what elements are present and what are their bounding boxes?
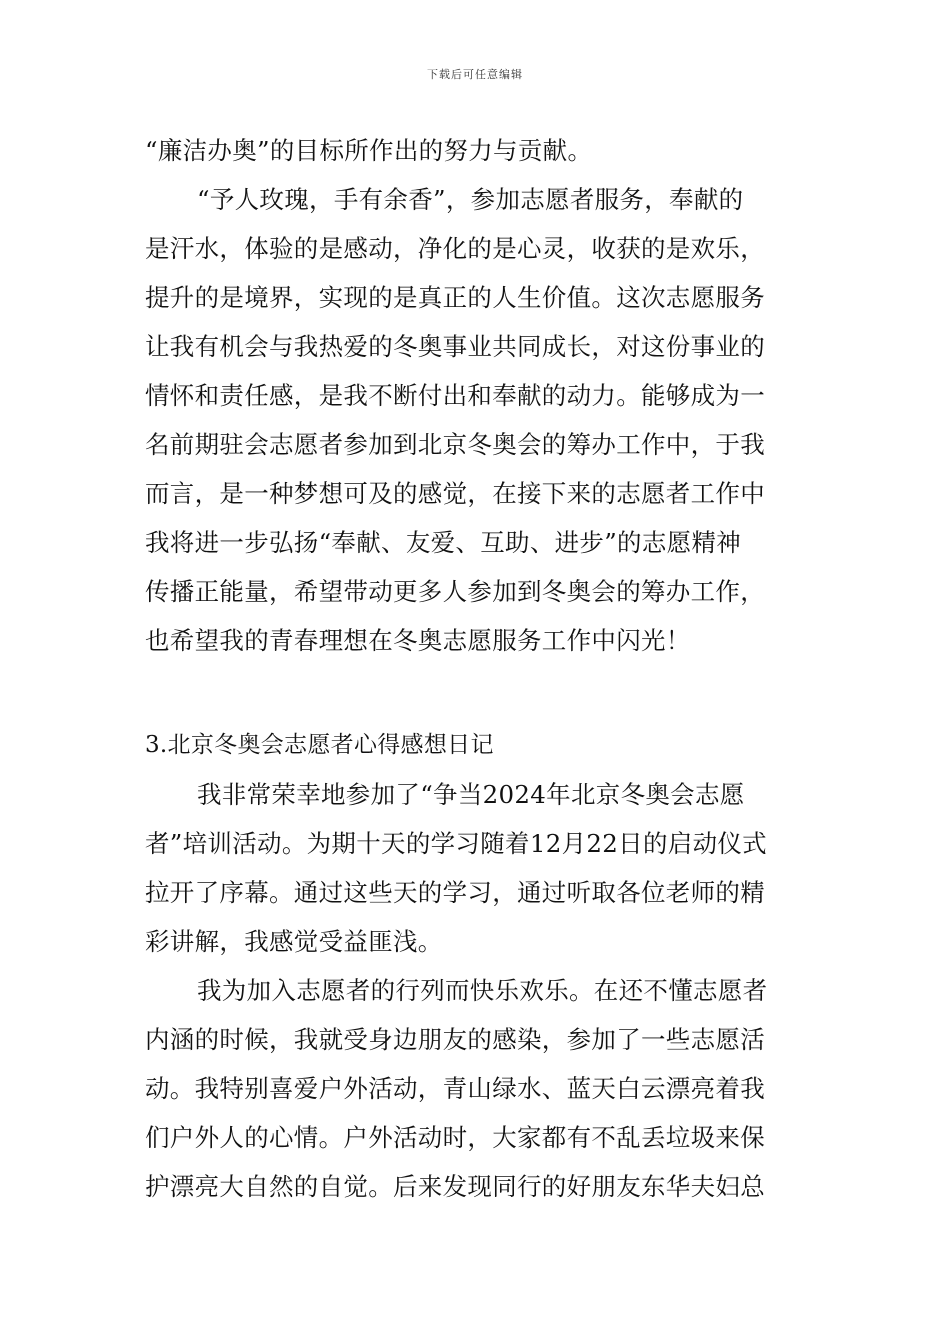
paragraph-line: “予人玫瑰，手有余香”，参加志愿者服务，奉献的 <box>197 185 744 214</box>
paragraph-line: 彩讲解，我感觉受益匪浅。 <box>145 927 443 956</box>
paragraph-line: 内涵的时候，我就受身边朋友的感染，参加了一些志愿活 <box>145 1025 765 1054</box>
paragraph-line: 我将进一步弘扬“奉献、友爱、互助、进步”的志愿精神 <box>145 528 742 557</box>
document-body <box>145 126 810 1211</box>
paragraph-line: 名前期驻会志愿者参加到北京冬奥会的筹办工作中，于我 <box>145 430 765 459</box>
paragraph-line: 让我有机会与我热爱的冬奥事业共同成长，对这份事业的 <box>145 332 765 361</box>
paragraph-line: 拉开了序幕。通过这些天的学习，通过听取各位老师的精 <box>145 878 765 907</box>
paragraph-line: 护漂亮大自然的自觉。后来发现同行的好朋友东华夫妇总 <box>145 1172 765 1201</box>
paragraph-line: 提升的是境界，实现的是真正的人生价值。这次志愿服务 <box>145 283 765 312</box>
section-heading: 3.北京冬奥会志愿者心得感想日记 <box>145 732 494 758</box>
paragraph-line: 者”培训活动。为期十天的学习随着12月22日的启动仪式 <box>145 829 767 858</box>
paragraph-line: 我为加入志愿者的行列而快乐欢乐。在还不懂志愿者 <box>197 976 768 1005</box>
page-header: 下载后可任意编辑 <box>427 68 523 81</box>
paragraph-line: 也希望我的青春理想在冬奥志愿服务工作中闪光！ <box>145 626 691 655</box>
paragraph-line: 传播正能量，希望带动更多人参加到冬奥会的筹办工作， <box>145 577 765 606</box>
section-gap <box>145 665 810 721</box>
paragraph-line: 情怀和责任感，是我不断付出和奉献的动力。能够成为一 <box>145 381 765 410</box>
paragraph-line: 而言，是一种梦想可及的感觉，在接下来的志愿者工作中 <box>145 479 765 508</box>
paragraph-line: “廉洁办奥”的目标所作出的努力与贡献。 <box>145 136 593 165</box>
paragraph-line: 是汗水，体验的是感动，净化的是心灵，收获的是欢乐， <box>145 234 765 263</box>
paragraph-line: 动。我特别喜爱户外活动，青山绿水、蓝天白云漂亮着我 <box>145 1074 765 1103</box>
paragraph-line: 我非常荣幸地参加了“争当2024年北京冬奥会志愿 <box>197 780 745 809</box>
paragraph-line: 们户外人的心情。户外活动时，大家都有不乱丢垃圾来保 <box>145 1123 765 1152</box>
